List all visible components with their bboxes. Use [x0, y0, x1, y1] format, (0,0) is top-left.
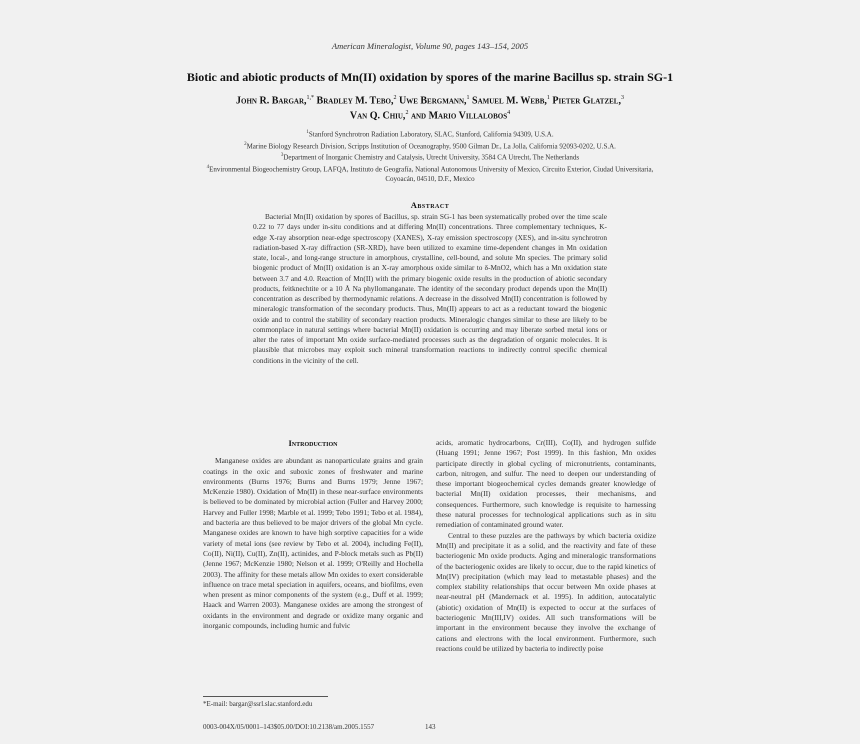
author-name: Uwe Bergmann,: [396, 95, 467, 107]
right-column: [436, 438, 656, 654]
author-affil-mark: 1: [466, 95, 470, 101]
author-line-1: [80, 92, 780, 107]
abstract-body: [253, 212, 607, 366]
introduction-heading: Introduction: [288, 438, 338, 448]
running-head: American Mineralogist, Volume 90, pages 143–154, 2005: [331, 41, 529, 51]
affiliation: $^1$Stanford Synchrotron Radiation Laboratory, SLAC, Stanford, California 94309, U.S.A.: [306, 130, 554, 139]
page-footer: [203, 723, 503, 731]
author-name: Van Q. Chiu,: [349, 110, 406, 122]
author-affil-mark: 2: [393, 95, 397, 101]
affiliation: $^2$Marine Biology Research Division, Scripps Institution of Oceanography, 9500 Gilman Dr., La Jolla, California 92093-0202, U.S.A.: [244, 141, 616, 151]
author-affil-mark: 3: [620, 95, 624, 101]
author-name: John R. Bargar,: [236, 95, 307, 107]
body-paragraph: Central to these puzzles are the pathways by which bacteria oxidize Mn(II) and precipitate it as a solid, and the reactivity and fate of these bacteriogenic Mn oxide products. Aging and mineralogic transformations of the bacteriogenic oxides are likely to occur, due to the rapid kinetics of Mn(IV) precipitation (which may lead to metastable phases) and the complex stability relationships that occur between Mn oxide phases at near-neutral pH (Mandernack et al. 1995). In addition, autocatalytic (abiotic) oxidation of Mn(II) is expected to occur at the surfaces of bacteriogenic Mn(III,IV) oxides. All such transformations will be important in the environment because they involve the exchange of cations and electrons with the local environment. Furthermore, such reactions could be utilized by bacteria to indirectly poise: [436, 530, 656, 653]
page-number: 143: [425, 723, 436, 731]
affiliations: [195, 128, 665, 184]
author-affil-mark: 1: [546, 95, 550, 101]
author-name: Bradley M. Tebo,: [314, 95, 394, 107]
author-name: Pieter Glatzel,: [549, 95, 621, 107]
author-list: [80, 92, 780, 123]
footer-doi: 0003-004X/05/0001–143$05.00/DOI:10.2138/am.2005.1557: [203, 723, 375, 731]
body-paragraph: acids, aromatic hydrocarbons, Cr(III), Co(II), and hydrogen sulfide (Huang 1991; Jenne 1967; Post 1999). In this fashion, Mn oxides participate directly in global cycling of micronutrients, contaminants, carbon, nitrogen, and sulfur. The need to deepen our understanding of these important biogeochemical cycles demands greater knowledge of bacterial Mn(II) oxidation processes, their mechanisms, and consequences. Furthermore, such knowledge is requisite to harnessing these natural processes for technological applications such as in situ remediation of contaminated ground water.: [436, 438, 656, 530]
affiliation: $^4$Environmental Biogeochemistry Group, LAFQA, Instituto de Geografía, National Autonomous University of Mexico, Circuito Exterior, Ciudad Universitaria, Coyoacán, 04510, D.F., Mexico: [206, 165, 654, 183]
author-affil-mark: 1,*: [306, 95, 315, 101]
author-line-2: [80, 107, 780, 122]
affiliation: $^3$Department of Inorganic Chemistry and Catalysis, Utrecht University, 3584 CA Utrecht, The Netherlands: [280, 153, 580, 162]
left-column: [203, 438, 423, 631]
footnote-divider: [203, 696, 328, 697]
abstract-heading: Abstract: [410, 200, 450, 210]
article-title: Biotic and abiotic products of Mn(II) oxidation by spores of the marine Bacillus sp. strain SG-1: [186, 70, 674, 84]
author-name: Samuel M. Webb,: [469, 95, 547, 107]
author-affil-mark: 4: [507, 110, 511, 117]
footnote-email: *E-mail: bargar@ssrl.slac.stanford.edu: [203, 700, 313, 708]
abstract-paragraph: Bacterial Mn(II) oxidation by spores of Bacillus, sp. strain SG-1 has been systematically probed over the time scale 0.22 to 77 days under in-situ conditions and at differing Mn(II) concentrations. Three complementary techniques, K-edge X-ray absorption near-edge spectroscopy (XANES), X-ray emission spectroscopy (XES), and in-situ synchrotron radiation-based X-ray diffraction (SR-XRD), have been utilized to examine time-dependent changes in Mn oxidation state, local-, and long-range structure in amorphous, crystalline, cell-bound, and solute Mn species. The primary solid biogenic product of Mn(II) oxidation is an X-ray amorphous oxide similar to δ-MnO2, which has a Mn oxidation state between 3.7 and 4.0. Reaction of Mn(II) with the primary biogenic oxide results in the production of abiotic secondary products, feitknechtite or a 10 Å Na phyllomanganate. The identity of the secondary product depends upon the Mn(II) concentration as described by thermodynamic relations. A decrease in the dissolved Mn(II) concentration is followed by mineralogic transformation of the secondary products. Thus, Mn(II) appears to act as a reductant toward the biogenic oxide and to control the stability of secondary reaction products. Mineralogic changes similar to these are likely to be commonplace in natural settings where bacterial Mn(II) oxidation is occurring and may liberate sorbed metal ions or alter the rates of important Mn oxide surface-mediated processes such as the degradation of organic molecules. It is plausible that microbes may exploit such mineral transformation reactions to indirectly control specific chemical conditions in the vicinity of the cell.: [253, 212, 607, 365]
author-name: and Mario Villalobos: [408, 110, 508, 122]
author-affil-mark: 2: [405, 110, 409, 117]
body-paragraph: Manganese oxides are abundant as nanoparticulate grains and grain coatings in the oxic and suboxic zones of freshwater and marine environments (Burns 1976; Burns and Burns 1979; Jenne 1967; McKenzie 1980). Oxidation of Mn(II) in these near-surface environments is believed to be dominated by microbial action (Fuller and Harvey 2000; Harvey and Fuller 1998; Marble et al. 1999; Tebo 1991; Tebo et al. 1984), and bacteria are thus believed to be major drivers of the global Mn cycle. Manganese oxides are known to have high sorptive capacities for a wide variety of metal ions (see review by Tebo et al. 2004), including Fe(II), Co(II), Ni(II), Cu(II), Zn(II), actinides, and P-block metals such as Pb(II) (Jenne 1967; McKenzie 1980; Nelson et al. 1999; O'Reilly and Hochella 2003). The affinity for these metals allow Mn oxides to exert considerable influence on trace metal speciation in aquifers, oceans, and biofilms, even when present as minor components of the system (e.g., Duff et al. 1999; Haack and Warren 2003). Manganese oxides are among the strongest of oxidants in the environment and degrade or oxidize many organic and inorganic compounds, including humic and fulvic: [203, 456, 423, 631]
